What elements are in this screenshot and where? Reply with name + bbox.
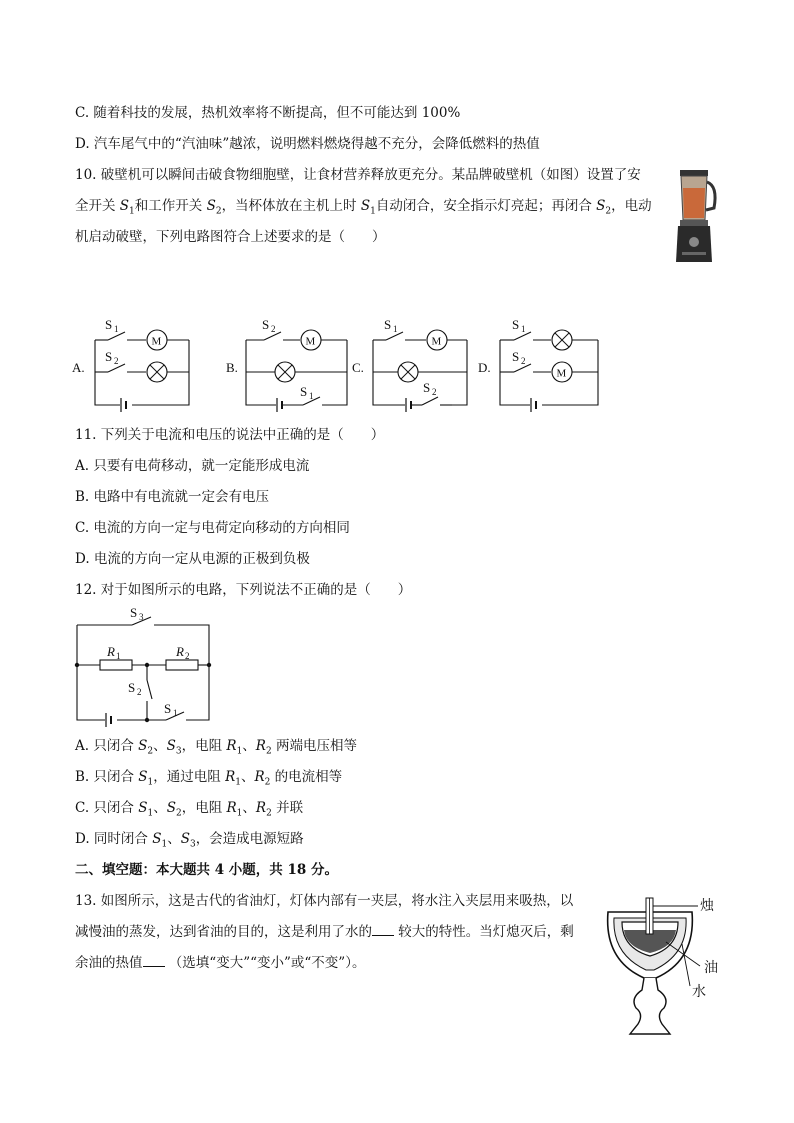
q12-stem: 12. 对于如图所示的电路，下列说法不正确的是（ ） (75, 582, 412, 598)
switch-s2 (147, 680, 152, 699)
resistor-r1 (100, 660, 132, 670)
label-oil: 油 (704, 961, 718, 976)
q12-option-a: A. 只闭合 $S_2$、$S_3$，电阻 $R_1$、$R_2$ 两端电压相等 (75, 738, 357, 757)
q13-stem-line2: 减慢油的蒸发，达到省油的目的，这是利用了水的 较大的特性。当灯熄灭后，剩 (75, 924, 574, 940)
q13-stem-line1: 13. 如图所示，这是古代的省油灯，灯体内部有一夹层，将水注入夹层用来吸热，以 (75, 893, 574, 909)
q11-option-d: D. 电流的方向一定从电源的正极到负极 (75, 551, 310, 567)
option-a-label: A. (72, 360, 85, 375)
q12-option-d: D. 同时闭合 $S_1$、$S_3$，会造成电源短路 (75, 831, 304, 850)
q10-stem-line1: 10. 破壁机可以瞬间击破食物细胞壁，让食材营养释放更充分。某品牌破壁机（如图）设置了安 (75, 167, 641, 183)
q12-option-c: C. 只闭合 $S_1$、$S_2$，电阻 $R_1$、$R_2$ 并联 (75, 800, 304, 819)
answer-blank-1[interactable] (372, 923, 394, 936)
lamp-icon (552, 330, 572, 350)
svg-text:S: S (512, 349, 520, 364)
svg-text:R: R (176, 644, 184, 659)
svg-text:2: 2 (432, 387, 437, 397)
svg-text:2: 2 (185, 651, 190, 661)
q12-circuit-diagram (0, 600, 240, 730)
battery (406, 398, 411, 412)
circuit-b (226, 317, 347, 412)
svg-text:M: M (556, 367, 567, 380)
svg-text:S: S (512, 317, 520, 332)
label-candle: 烛 (700, 899, 714, 914)
option-d-label: D. (478, 360, 491, 375)
svg-text:1: 1 (521, 324, 526, 334)
q10-stem-line2: 全开关 $S_1$和工作开关 $S_2$，当杯体放在主机上时 $S_1$自动闭合，安全指示灯亮起；再闭合 $S_2$，电动 (75, 198, 652, 217)
resistor-r2 (166, 660, 198, 670)
blender-image (672, 164, 722, 266)
option-b-label: B. (226, 360, 238, 375)
q11-stem: 11. 下列关于电流和电压的说法中正确的是（ ） (75, 427, 385, 443)
q11-option-a: A. 只要有电荷移动，就一定能形成电流 (75, 458, 310, 474)
svg-text:S: S (300, 384, 308, 399)
oil-lamp-figure (600, 890, 730, 1040)
svg-text:1: 1 (393, 324, 398, 334)
lamp-icon (275, 362, 295, 382)
option-c-label: C. (352, 360, 364, 375)
svg-text:S: S (423, 380, 431, 395)
svg-text:2: 2 (271, 324, 276, 334)
circuit-d (478, 317, 598, 412)
q12-option-b: B. 只闭合 $S_1$，通过电阻 $R_1$、$R_2$ 的电流相等 (75, 769, 343, 788)
battery (106, 713, 111, 727)
svg-text:S: S (128, 680, 136, 695)
svg-text:1: 1 (114, 324, 119, 334)
svg-text:1: 1 (116, 651, 121, 661)
q10-circuit-options (0, 310, 794, 415)
svg-text:M: M (431, 335, 442, 348)
svg-text:M: M (151, 335, 162, 348)
q9-option-d: D. 汽车尾气中的“汽油味”越浓，说明燃料燃烧得越不充分，会降低燃料的热值 (75, 136, 540, 152)
q11-option-c: C. 电流的方向一定与电荷定向移动的方向相同 (75, 520, 350, 536)
circuit-a (72, 317, 189, 412)
circuit-c (352, 317, 467, 412)
svg-text:2: 2 (114, 356, 119, 366)
battery (121, 398, 126, 412)
q9-option-c: C. 随着科技的发展，热机效率将不断提高，但不可能达到 100% (75, 105, 461, 121)
section-2-heading: 二、填空题：本大题共 4 小题，共 18 分。 (75, 862, 338, 878)
answer-blank-2[interactable] (143, 954, 165, 967)
svg-text:1: 1 (309, 391, 314, 401)
lamp-icon (398, 362, 418, 382)
switch-s2 (422, 397, 438, 405)
svg-text:M: M (305, 335, 316, 348)
svg-text:S: S (384, 317, 392, 332)
svg-text:S: S (105, 349, 113, 364)
svg-text:S: S (105, 317, 113, 332)
q13-stem-line3: 余油的热值 （选填“变大”“变小”或“不变”）。 (75, 955, 366, 971)
svg-text:R: R (107, 644, 115, 659)
battery (277, 398, 282, 412)
label-water: 水 (692, 985, 706, 1000)
svg-text:3: 3 (139, 612, 144, 622)
svg-text:S: S (262, 317, 270, 332)
battery (531, 398, 536, 412)
svg-text:S: S (130, 605, 138, 620)
q11-option-b: B. 电路中有电流就一定会有电压 (75, 489, 270, 505)
q10-stem-line3: 机启动破壁，下列电路图符合上述要求的是（ ） (75, 229, 386, 245)
svg-text:1: 1 (173, 708, 178, 718)
svg-text:2: 2 (521, 356, 526, 366)
svg-text:2: 2 (137, 687, 142, 697)
lamp-icon (147, 362, 167, 382)
svg-text:S: S (164, 701, 172, 716)
